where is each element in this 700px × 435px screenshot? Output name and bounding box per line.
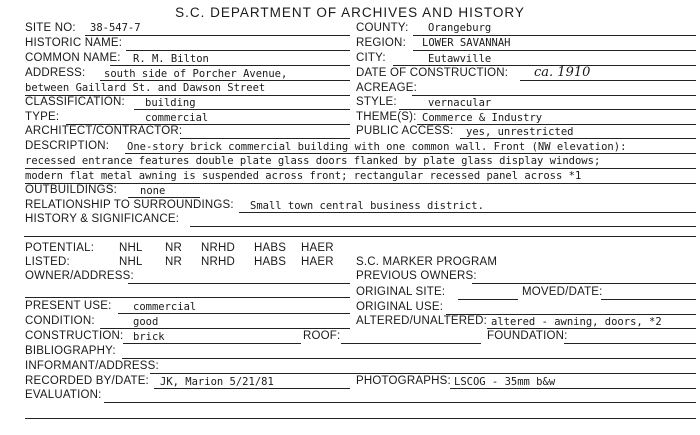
outbuildings-line	[128, 197, 200, 198]
altered-label: ALTERED/UNALTERED:	[356, 315, 487, 327]
architect-line	[180, 138, 350, 139]
style-label: STYLE:	[356, 96, 397, 108]
present-use-line	[118, 313, 350, 314]
original-site-label: ORIGINAL SITE:	[356, 286, 446, 298]
county-line	[413, 35, 696, 36]
potential-haer: HAER	[301, 242, 334, 254]
condition-line	[100, 328, 350, 329]
construction-line	[123, 343, 301, 344]
previous-owners-line	[472, 283, 696, 284]
county-value: Orangeburg	[428, 22, 492, 34]
altered-line	[487, 328, 696, 329]
address-line	[100, 80, 350, 81]
outbuildings-value: none	[140, 185, 166, 197]
owner-address-line-2	[25, 297, 350, 298]
address-label: ADDRESS:	[25, 67, 86, 79]
description-line-2: recessed entrance features double plate glass doors flanked by plate glass display windows;	[25, 155, 601, 167]
date-of-construction-label: DATE OF CONSTRUCTION:	[356, 67, 509, 79]
date-of-construction-value: ca. 1910	[534, 65, 591, 80]
region-label: REGION:	[356, 37, 406, 49]
bibliography-line	[122, 358, 696, 359]
city-label: CITY:	[356, 52, 386, 64]
construction-label: CONSTRUCTION:	[25, 330, 124, 342]
form-title: S.C. DEPARTMENT OF ARCHIVES AND HISTORY	[175, 5, 525, 20]
potential-habs: HABS	[254, 242, 287, 254]
present-use-label: PRESENT USE:	[25, 300, 112, 312]
recorded-by-label: RECORDED BY/DATE:	[25, 375, 149, 387]
type-label: TYPE:	[25, 111, 60, 123]
foundation-line	[564, 343, 696, 344]
condition-label: CONDITION:	[25, 315, 95, 327]
classification-value: building	[145, 97, 196, 109]
original-site-line	[458, 299, 518, 300]
description-label: DESCRIPTION:	[25, 140, 110, 152]
potential-nr: NR	[165, 242, 183, 254]
recorded-by-value: JK, Marion 5/21/81	[160, 376, 274, 388]
outbuildings-label: OUTBUILDINGS:	[25, 184, 118, 196]
site-no-value: 38-547-7	[90, 22, 141, 34]
region-line	[413, 50, 696, 51]
classification-label: CLASSIFICATION:	[25, 96, 125, 108]
roof-line	[341, 343, 481, 344]
potential-nrhd: NRHD	[201, 242, 236, 254]
description-rule-1	[125, 153, 696, 154]
historic-name-line	[126, 50, 350, 51]
potential-label: POTENTIAL:	[25, 242, 95, 254]
public-access-line	[460, 138, 696, 139]
site-no-line	[85, 35, 350, 36]
roof-label: ROOF:	[303, 330, 341, 342]
condition-value: good	[133, 316, 159, 328]
relationship-label: RELATIONSHIP TO SURROUNDINGS:	[25, 199, 234, 211]
description-rule-3	[25, 183, 696, 184]
listed-nr: NR	[165, 256, 183, 268]
relationship-value: Small town central business district.	[250, 200, 484, 212]
construction-value: brick	[133, 331, 165, 343]
region-value: LOWER SAVANNAH	[422, 37, 511, 49]
public-access-value: yes, unrestricted	[466, 126, 574, 138]
public-access-label: PUBLIC ACCESS:	[356, 125, 454, 137]
moved-date-label: MOVED/DATE:	[522, 286, 603, 298]
county-label: COUNTY:	[356, 22, 409, 34]
listed-haer: HAER	[301, 256, 334, 268]
address-line-2: between Gaillard St. and Dawson Street	[25, 82, 266, 94]
date-line	[520, 80, 696, 81]
section-divider	[24, 236, 696, 237]
listed-nrhd: NRHD	[201, 256, 236, 268]
type-value: commercial	[145, 112, 209, 124]
listed-label: LISTED:	[25, 256, 70, 268]
themes-line	[417, 124, 696, 125]
listed-nhl: NHL	[119, 256, 143, 268]
owner-address-label: OWNER/ADDRESS:	[25, 270, 134, 282]
description-line-3: modern flat metal awning is suspended across front; rectangular recessed panel across *1	[25, 170, 582, 182]
common-name-line	[110, 65, 350, 66]
acreage-line	[412, 95, 696, 96]
site-no-label: SITE NO:	[25, 22, 76, 34]
recorded-by-line	[154, 388, 350, 389]
acreage-label: ACREAGE:	[356, 82, 418, 94]
common-name-label: COMMON NAME:	[25, 52, 121, 64]
address-line-1: south side of Porcher Avenue,	[104, 68, 288, 80]
history-line	[190, 226, 696, 227]
photographs-value: LSCOG - 35mm b&w	[454, 376, 556, 388]
original-use-label: ORIGINAL USE:	[356, 301, 444, 313]
altered-value: altered - awning, doors, *2	[491, 316, 662, 328]
evaluation-line-2	[25, 418, 696, 419]
potential-nhl: NHL	[119, 242, 143, 254]
historic-name-label: HISTORIC NAME:	[25, 37, 123, 49]
history-label: HISTORY & SIGNIFICANCE:	[25, 213, 180, 225]
evaluation-label: EVALUATION:	[25, 389, 102, 401]
evaluation-line	[104, 402, 696, 403]
foundation-label: FOUNDATION:	[487, 330, 568, 342]
photographs-label: PHOTOGRAPHS:	[356, 375, 451, 387]
architect-label: ARCHITECT/CONTRACTOR:	[25, 125, 183, 137]
style-value: vernacular	[428, 97, 492, 109]
themes-value: Commerce & Industry	[422, 112, 543, 124]
photographs-line	[450, 388, 696, 389]
description-line-1: One-story brick commercial building with one common wall. Front (NW elevation):	[127, 141, 627, 153]
informant-label: INFORMANT/ADDRESS:	[25, 360, 159, 372]
style-line	[399, 109, 696, 110]
city-value: Eutawville	[428, 53, 492, 65]
owner-address-line	[128, 283, 350, 284]
relationship-line	[239, 212, 696, 213]
common-name-value: R. M. Bilton	[133, 53, 209, 65]
previous-owners-label: PREVIOUS OWNERS:	[356, 270, 477, 282]
present-use-value: commercial	[133, 301, 197, 313]
informant-line	[150, 373, 696, 374]
listed-habs: HABS	[254, 256, 287, 268]
description-rule-2	[25, 168, 696, 169]
classification-line	[134, 109, 350, 110]
themes-label: THEME(S):	[356, 111, 417, 123]
marker-program-heading: S.C. MARKER PROGRAM	[356, 256, 498, 268]
bibliography-label: BIBLIOGRAPHY:	[25, 345, 116, 357]
moved-date-line	[601, 299, 696, 300]
